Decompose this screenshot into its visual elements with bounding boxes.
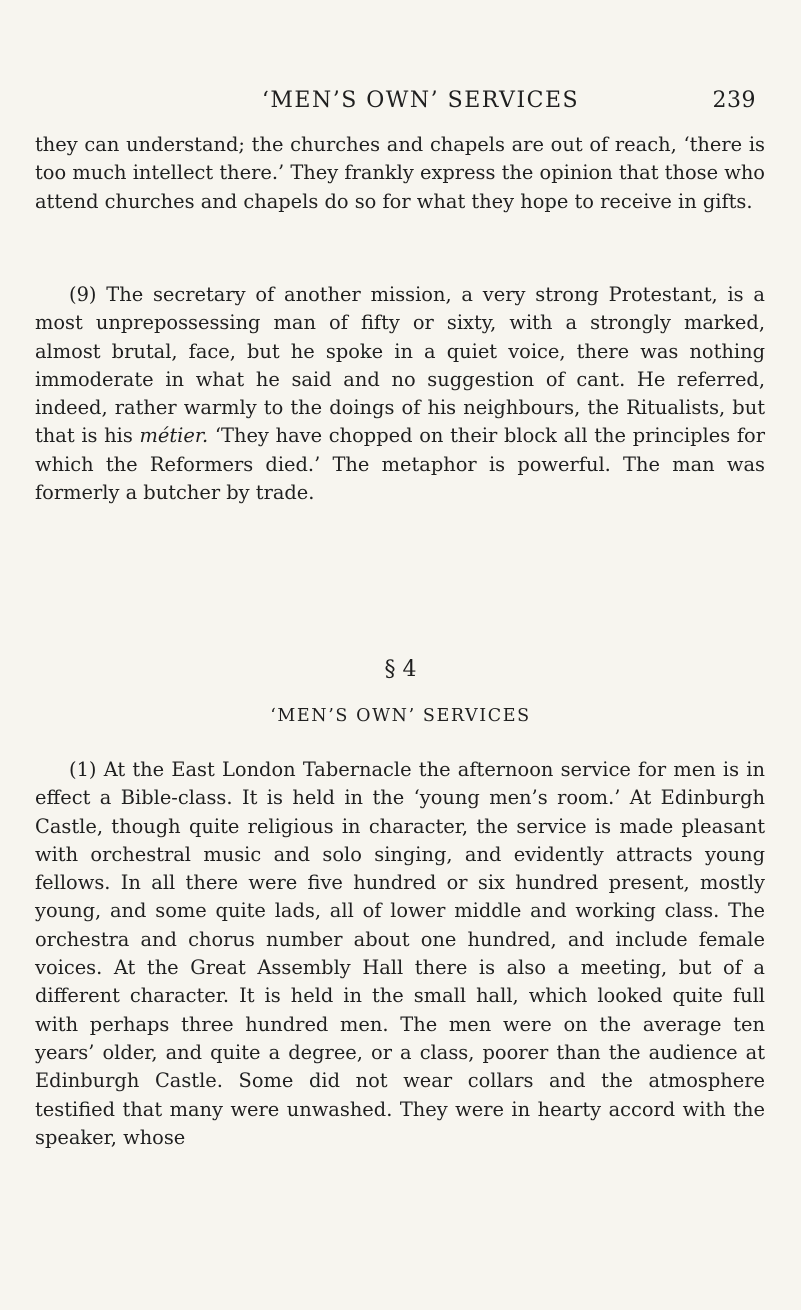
paragraph-text-after: ‘They have chopped on their block all the principles for which the Reformers died.’ The metaphor is powerful. The man was formerly a butcher by trade. <box>35 424 766 505</box>
paragraph-text: (1) At the East London Tabernacle the afternoon service for men is in effect a Bible-class. It is held in the ‘young men’s room.’ At Edinburgh Castle, though quite religious in character, the service is made pleasant with orchestral music and solo singing, and evidently attracts young fellows. In all there were five hundred or six hundred present, mostly young, and some quite lads, all of lower middle and working class. The orchestra and chorus number about one hundred, and include female voices. At the Great Assembly Hall there is also a meeting, but of a different character. It is held in the small hall, which looked quite full with perhaps three hundred men. The men were on the average ten years’ older, and quite a degree, or a class, poorer than the audience at Edinburgh Castle. Some did not wear collars and the atmosphere testified that many were unwashed. They were in hearty accord with the speaker, whose <box>35 758 765 1149</box>
running-title: ‘MEN’S OWN’ SERVICES <box>261 88 580 113</box>
running-head <box>35 84 766 118</box>
paragraph-9 <box>35 281 765 507</box>
paragraph-continuation <box>35 131 765 216</box>
paragraph-text <box>35 281 765 507</box>
italic-term: métier. <box>139 424 209 448</box>
paragraph-1 <box>35 756 765 1152</box>
page-number: 239 <box>712 88 756 113</box>
paragraph-text-before: (9) The secretary of another mission, a very strong Protestant, is a most unprepossessing man of fifty or sixty, with a strongly marked, almost brutal, face, but he spoke in a quiet voice, there was nothing immoderate in what he said and no suggestion of cant. He referred, indeed, rather warmly to the doings of his neighbours, the Ritualists, but that is his <box>35 283 765 448</box>
section-title: ‘MEN’S OWN’ SERVICES <box>270 706 531 726</box>
paragraph-text: they can understand; the churches and chapels are out of reach, ‘there is too much intellect there.’ They frankly express the opinion that those who attend churches and chapels do so for what they hope to receive in gifts. <box>35 133 765 213</box>
section-mark: § 4 <box>384 657 417 682</box>
